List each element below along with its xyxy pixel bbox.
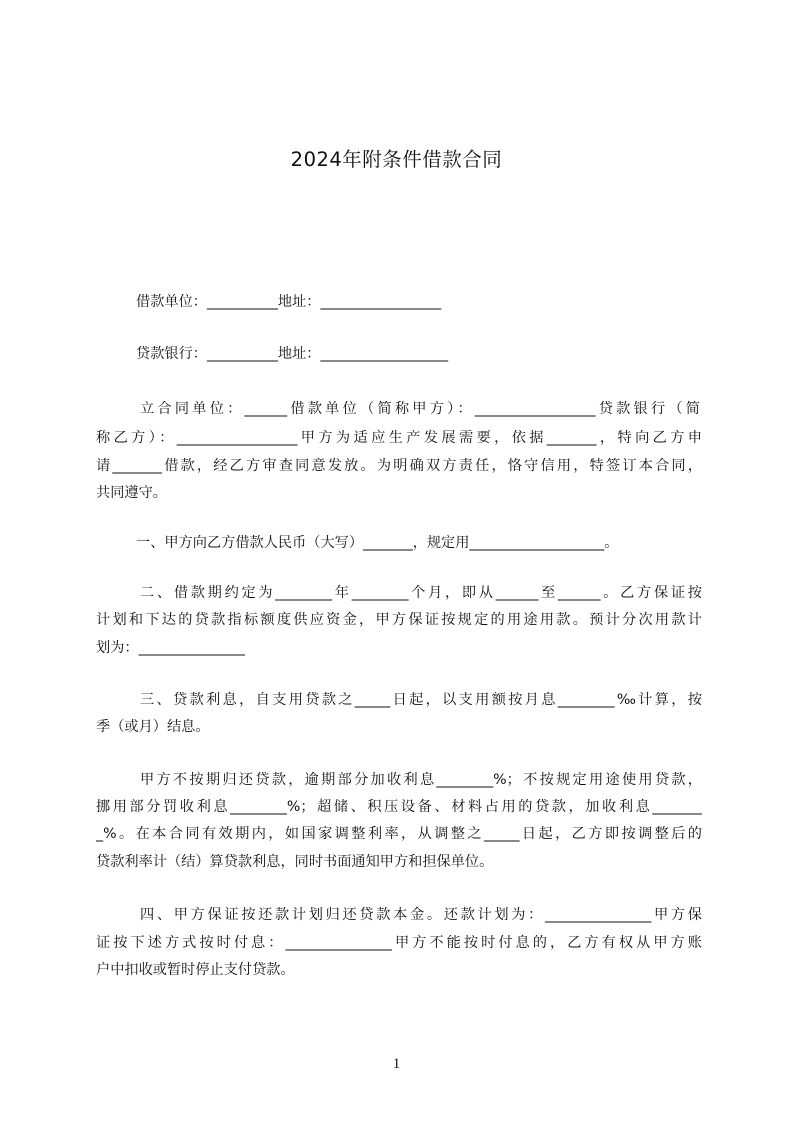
clause-three-line: 三、贷款利息，自支用贷款之_____日起，以支用额按月息________‰计算，按	[140, 692, 702, 708]
penalty-line: 甲方不按期归还贷款，逾期部分加收利息________%；不按规定用途使用贷款，	[140, 772, 702, 788]
clause-two-line: 计划和下达的贷款指标额度供应资金，甲方保证按规定的用途用款。预计分次用款计	[96, 612, 702, 628]
clause-four-line: 证按下述方式按时付息：_______________甲方不能按时付息的，乙方有权从甲方账	[96, 935, 702, 951]
clause-two-line: 划为：_______________	[96, 640, 245, 656]
clause-four-line: 户中扣收或暂时停止支付贷款。	[96, 962, 295, 978]
paragraph-line: 请_______借款，经乙方审查同意发放。为明确双方责任，恪守信用，特签订本合同，	[96, 458, 702, 474]
document-title: 2024年附条件借款合同	[290, 148, 503, 171]
paragraph-line: 称乙方）：_________________甲方为适应生产发展需要，依据_______，特向乙方申	[96, 430, 702, 446]
paragraph-line: 共同遵守。	[96, 485, 167, 501]
page-number: 1	[392, 1056, 401, 1072]
clause-three-line: 季（或月）结息。	[96, 719, 210, 735]
borrower-line: 借款单位：__________地址：_________________	[136, 294, 442, 310]
penalty-line: 贷款利率计（结）算贷款利息，同时书面通知甲方和担保单位。	[96, 854, 494, 870]
penalty-line: 挪用部分罚收利息________%；超储、积压设备、材料占用的贷款，加收利息_______	[96, 799, 702, 815]
clause-two-line: 二、借款期约定为________年________个月，即从______至______。乙方保证按	[140, 585, 702, 601]
bank-line: 贷款银行：__________地址：__________________	[136, 346, 449, 362]
clause-four-line: 四、甲方保证按还款计划归还贷款本金。还款计划为：_______________甲方保	[140, 907, 702, 923]
paragraph-line: 立合同单位：______借款单位（简称甲方）：_________________贷款银行（简	[140, 401, 700, 417]
clause-one-line: 一、甲方向乙方借款人民币（大写）_______，规定用___________________。	[136, 535, 619, 551]
penalty-line: _%。在本合同有效期内，如国家调整利率，从调整之_____日起，乙方即按调整后的	[96, 826, 702, 842]
